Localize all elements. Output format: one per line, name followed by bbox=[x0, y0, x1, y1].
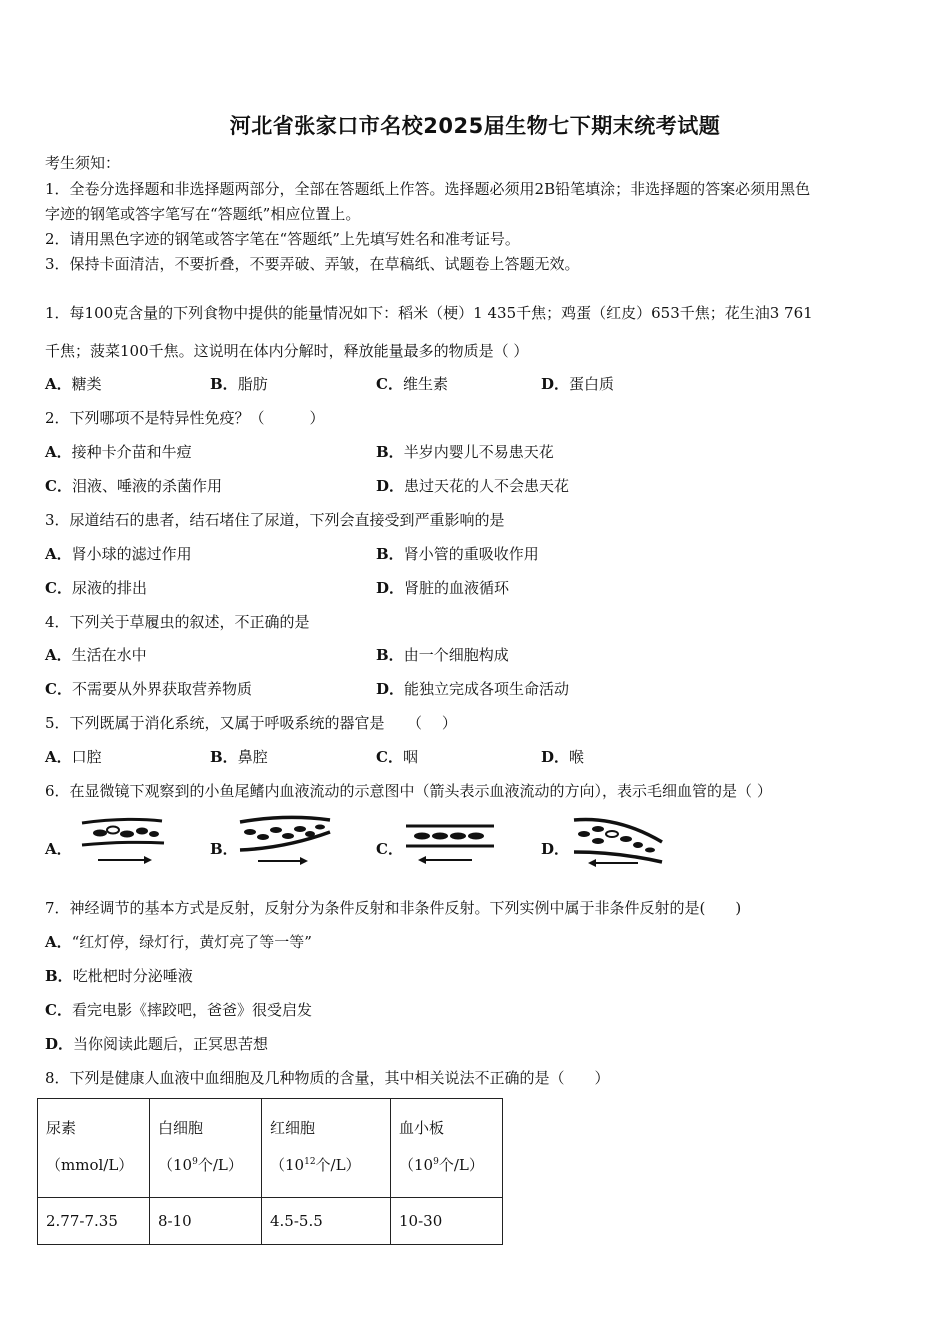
question-2-option-d: D．患过天花的人不会患天花 bbox=[376, 477, 570, 495]
question-5-option-a: A．口腔 bbox=[45, 748, 102, 766]
question-7-option-b: B．吃枇杷时分泌唾液 bbox=[45, 967, 193, 985]
question-2-stem: 2．下列哪项不是特异性免疫？（ ） bbox=[45, 409, 325, 427]
question-2-option-b: B．半岁内婴儿不易患天花 bbox=[376, 443, 554, 461]
vessel-figure-a bbox=[80, 815, 170, 870]
question-6-option-d: D． bbox=[541, 840, 570, 858]
page-title: 河北省张家口市名校2025届生物七下期末统考试题 bbox=[229, 114, 721, 138]
question-4-stem: 4．下列关于草履虫的叙述，不正确的是 bbox=[45, 613, 310, 631]
table-header-row bbox=[38, 1099, 503, 1198]
question-5-option-b: B．鼻腔 bbox=[210, 748, 268, 766]
vessel-figure-d bbox=[568, 812, 668, 872]
question-1-option-b: B．脂肪 bbox=[210, 375, 268, 393]
question-8-stem: 8．下列是健康人血液中血细胞及几种物质的含量，其中相关说法不正确的是（ ） bbox=[45, 1069, 610, 1087]
question-7-option-d: D．当你阅读此题后，正冥思苦想 bbox=[45, 1035, 269, 1053]
question-4-option-a: A．生活在水中 bbox=[45, 646, 147, 664]
question-4-option-d: D．能独立完成各项生命活动 bbox=[376, 680, 570, 698]
question-5-option-c: C．咽 bbox=[376, 748, 418, 766]
blood-content-table bbox=[37, 1098, 503, 1245]
notice-item: 字迹的钢笔或答字笔写在“答题纸”相应位置上。 bbox=[45, 205, 361, 223]
table-cell: 8-10 bbox=[150, 1198, 262, 1245]
question-5-stem: 5．下列既属于消化系统，又属于呼吸系统的器官是 （ ） bbox=[45, 714, 457, 732]
vessel-figure-c bbox=[402, 820, 498, 868]
table-cell: 4.5-5.5 bbox=[262, 1198, 391, 1245]
notice-item: 2．请用黑色字迹的钢笔或答字笔在“答题纸”上先填写姓名和准考证号。 bbox=[45, 230, 520, 248]
question-4-option-c: C．不需要从外界获取营养物质 bbox=[45, 680, 252, 698]
table-cell: 2.77-7.35 bbox=[38, 1198, 150, 1245]
question-3-option-d: D．肾脏的血液循环 bbox=[376, 579, 510, 597]
question-3-option-c: C．尿液的排出 bbox=[45, 579, 147, 597]
notice-heading: 考生须知： bbox=[45, 154, 121, 172]
vessel-figure-b bbox=[236, 812, 336, 870]
question-5-option-d: D．喉 bbox=[541, 748, 585, 766]
question-7-option-c: C．看完电影《摔跤吧，爸爸》很受启发 bbox=[45, 1001, 312, 1019]
question-7-option-a: A．“红灯停，绿灯行，黄灯亮了等一等” bbox=[45, 933, 312, 951]
question-6-option-b: B． bbox=[210, 840, 238, 858]
table-header-cell: 血小板 （$10^9$个/L） bbox=[391, 1099, 503, 1198]
table-header-cell: 白细胞 （$10^9$个/L） bbox=[150, 1099, 262, 1198]
table-row bbox=[38, 1198, 503, 1245]
question-3-option-b: B．肾小管的重吸收作用 bbox=[376, 545, 539, 563]
table-cell: 10-30 bbox=[391, 1198, 503, 1245]
notice-item: 1．全卷分选择题和非选择题两部分，全部在答题纸上作答。选择题必须用2B铅笔填涂；非选择题的答案必须用黑色 bbox=[45, 180, 811, 198]
question-1-stem: 千焦；菠菜100千焦。这说明在体内分解时，释放能量最多的物质是（ ） bbox=[45, 342, 529, 360]
notice-item: 3．保持卡面清洁，不要折叠，不要弄破、弄皱，在草稿纸、试题卷上答题无效。 bbox=[45, 255, 580, 273]
question-6-stem: 6．在显微镜下观察到的小鱼尾鳍内血液流动的示意图中（箭头表示血液流动的方向），表示毛细血管的是（ ） bbox=[45, 782, 772, 800]
question-7-stem: 7．神经调节的基本方式是反射，反射分为条件反射和非条件反射。下列实例中属于非条件反射的是( ) bbox=[45, 899, 742, 917]
question-2-option-c: C．泪液、唾液的杀菌作用 bbox=[45, 477, 222, 495]
question-3-stem: 3．尿道结石的患者，结石堵住了尿道，下列会直接受到严重影响的是 bbox=[45, 511, 505, 529]
table-header-cell: 尿素 （mmol/L） bbox=[38, 1099, 150, 1198]
question-2-option-a: A．接种卡介苗和牛痘 bbox=[45, 443, 192, 461]
question-6-option-a: A． bbox=[45, 840, 72, 858]
question-1-option-a: A．糖类 bbox=[45, 375, 102, 393]
question-3-option-a: A．肾小球的滤过作用 bbox=[45, 545, 192, 563]
question-6-option-c: C． bbox=[376, 840, 403, 858]
table-header-cell: 红细胞 （$10^{12}$个/L） bbox=[262, 1099, 391, 1198]
question-1-option-c: C．维生素 bbox=[376, 375, 448, 393]
question-1-stem: 1．每100克含量的下列食物中提供的能量情况如下：稻米（梗）1 435千焦；鸡蛋（红皮）653千焦；花生油3 761 bbox=[45, 304, 813, 322]
question-4-option-b: B．由一个细胞构成 bbox=[376, 646, 509, 664]
question-1-option-d: D．蛋白质 bbox=[541, 375, 615, 393]
